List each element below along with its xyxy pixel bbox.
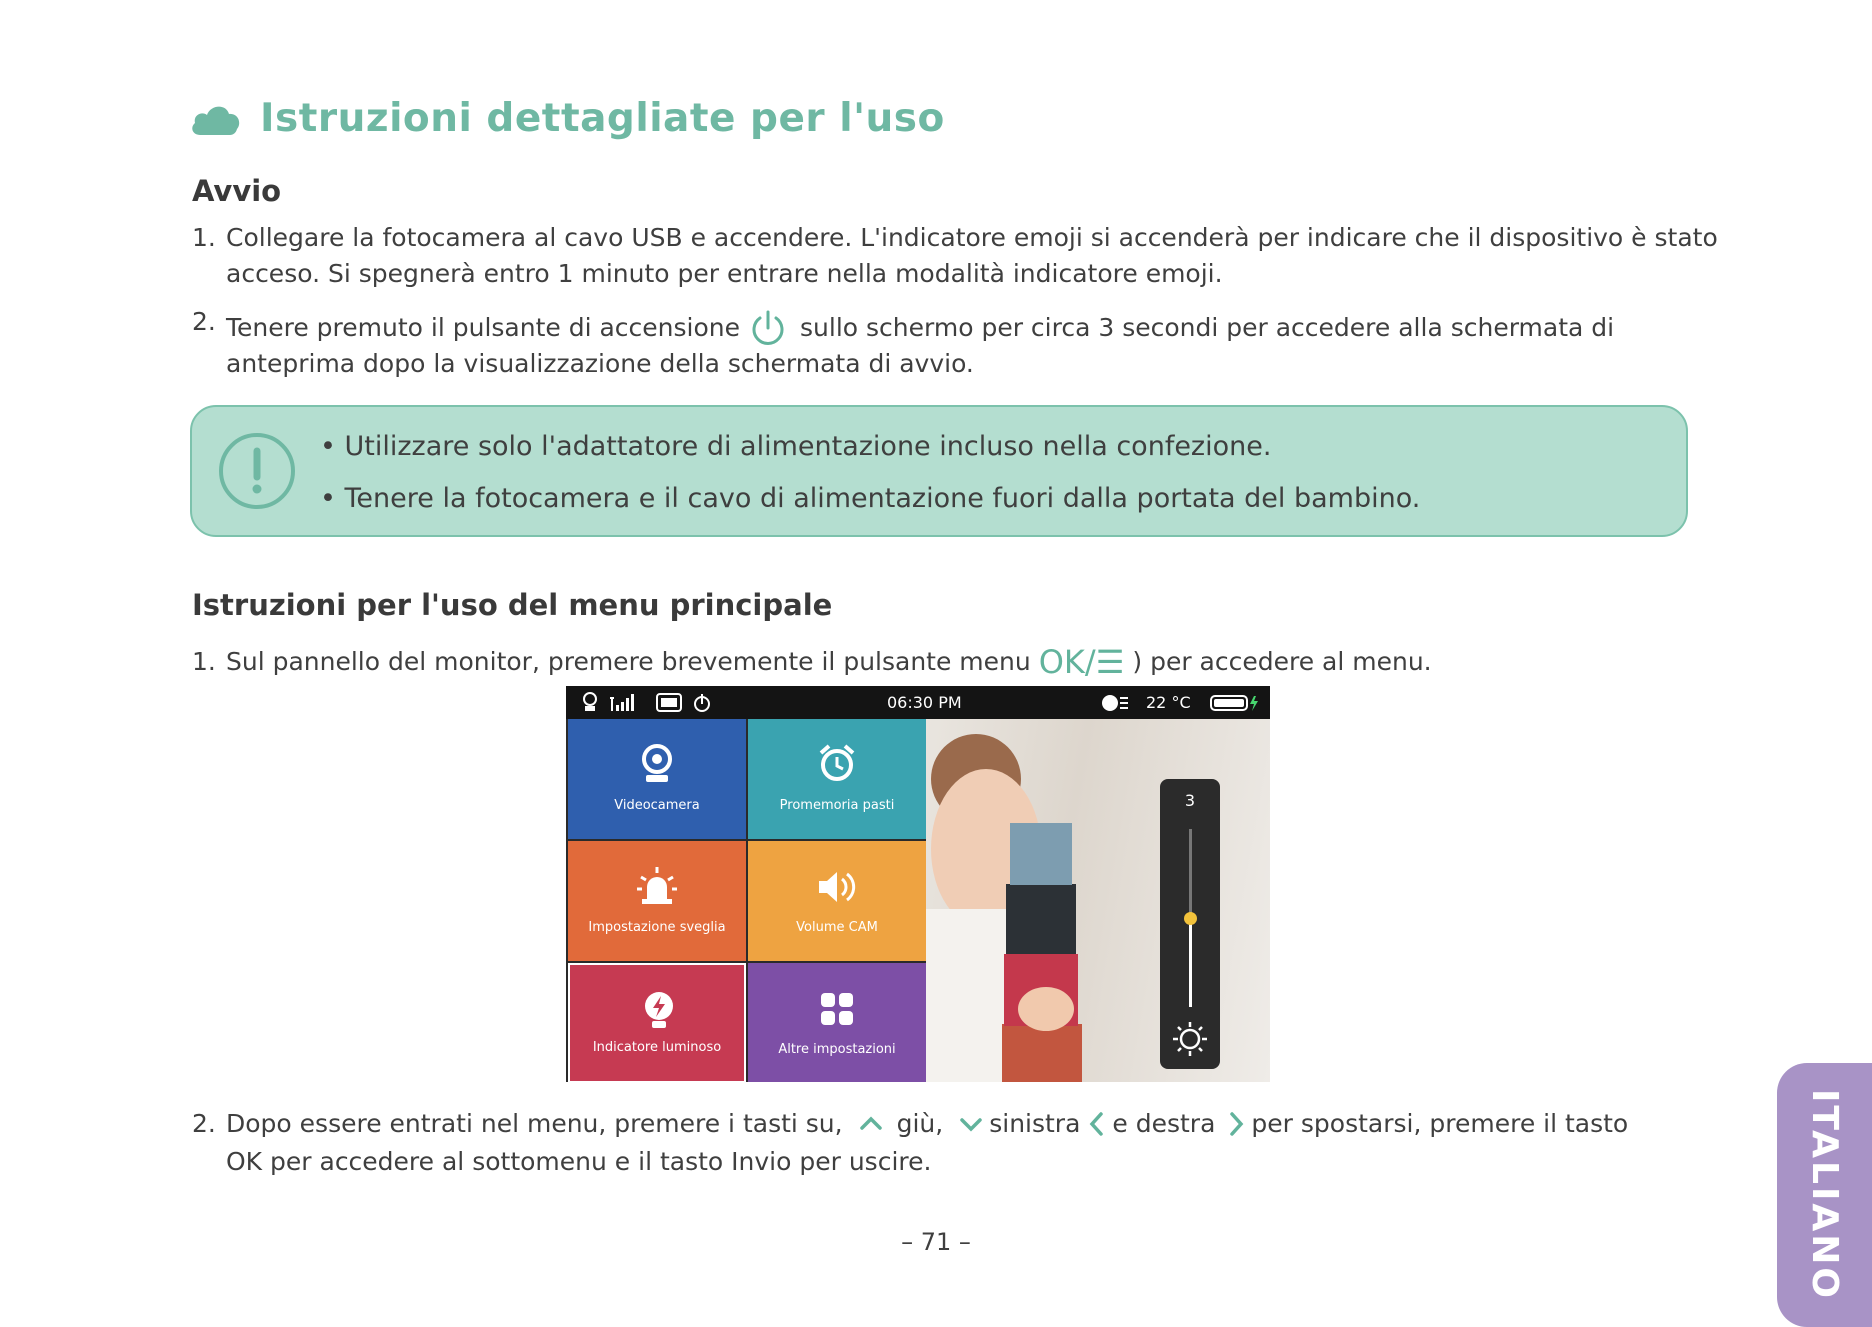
bulb-icon — [639, 989, 679, 1033]
item-number: 2. — [192, 1109, 216, 1138]
menu-tile-promemoria-pasti[interactable] — [748, 719, 926, 839]
alarm-clock-icon — [817, 743, 857, 787]
sun-icon — [1170, 1019, 1210, 1059]
exclamation-icon — [217, 431, 297, 511]
camera-icon — [637, 743, 677, 787]
item-text-part: giù, — [896, 1109, 944, 1138]
camera-preview-image — [926, 719, 1270, 1082]
emoji-indicator-icon — [1101, 693, 1129, 713]
tile-label: Impostazione sveglia — [588, 920, 726, 935]
item-text-line1 — [226, 644, 1432, 680]
language-tab-label: ITALIANO — [1804, 1089, 1845, 1301]
device-screenshot — [566, 686, 1270, 1082]
section-heading-avvio: Avvio — [192, 174, 282, 208]
page-title-row — [190, 96, 945, 141]
siren-icon — [637, 865, 677, 909]
chevron-down-icon — [959, 1114, 983, 1134]
tile-label: Indicatore luminoso — [592, 1040, 722, 1055]
screen-icon — [656, 693, 682, 713]
notice-bullet: • Utilizzare solo l'adattatore di alimentazione incluso nella confezione. — [320, 431, 1272, 462]
battery-icon — [1210, 693, 1260, 713]
menu-tile-videocamera[interactable] — [568, 719, 746, 839]
ok-menu-symbol: OK/☰ — [1038, 643, 1125, 681]
item-number: 1. — [192, 647, 216, 676]
menu-tile-indicatore-luminoso[interactable] — [568, 963, 746, 1082]
status-bar — [566, 686, 1270, 719]
grid-icon — [817, 987, 857, 1031]
item-number: 1. — [192, 223, 216, 252]
power-icon — [748, 308, 788, 348]
item-text-line2: acceso. Si spegnerà entro 1 minuto per entrare nella modalità indicatore emoji. — [226, 259, 1223, 288]
item-text-part: per spostarsi, premere il tasto — [1251, 1109, 1629, 1138]
tile-label: Volume CAM — [796, 920, 878, 935]
item-text-part: sinistra — [989, 1109, 1081, 1138]
slider-fill — [1189, 918, 1192, 1007]
chevron-left-icon — [1088, 1111, 1106, 1137]
section-heading-menu: Istruzioni per l'uso del menu principale — [192, 588, 833, 622]
item-number: 2. — [192, 307, 216, 336]
timer-icon — [692, 693, 712, 713]
item-text-part: Tenere premuto il pulsante di accensione — [226, 313, 741, 342]
item-text-line2: anteprima dopo la visualizzazione della schermata di avvio. — [226, 349, 974, 378]
notice-box — [190, 405, 1688, 537]
list-item — [192, 1106, 1752, 1182]
tile-label: Promemoria pasti — [779, 798, 895, 813]
notice-bullet: • Tenere la fotocamera e il cavo di alimentazione fuori dalla portata del bambino. — [320, 483, 1421, 514]
slider-knob[interactable] — [1184, 912, 1197, 925]
list-item — [192, 304, 1712, 380]
menu-tile-impostazione-sveglia[interactable] — [568, 841, 746, 961]
tile-label: Videocamera — [614, 798, 700, 813]
tile-label: Altre impostazioni — [778, 1042, 896, 1057]
chevron-right-icon — [1227, 1111, 1245, 1137]
page-title: Istruzioni dettagliate per l'uso — [260, 96, 945, 141]
item-text-line2: OK per accedere al sottomenu e il tasto Invio per uscire. — [226, 1147, 932, 1176]
page-number: – 71 – — [901, 1228, 971, 1256]
item-text-part: Dopo essere entrati nel menu, premere i tasti su, — [226, 1109, 843, 1138]
item-text-part: e destra — [1112, 1109, 1216, 1138]
chevron-up-icon — [859, 1114, 883, 1134]
brightness-value: 3 — [1184, 791, 1196, 810]
item-text-part: Sul pannello del monitor, premere brevemente il pulsante menu — [226, 647, 1031, 676]
list-item — [192, 220, 1718, 292]
brightness-slider[interactable] — [1160, 779, 1220, 1069]
list-item — [192, 644, 1712, 684]
speaker-icon — [817, 865, 857, 909]
status-temperature: 22 °C — [1146, 693, 1191, 712]
item-text-part: sullo schermo per circa 3 secondi per accedere alla schermata di — [800, 313, 1615, 342]
item-text-line1: Collegare la fotocamera al cavo USB e accendere. L'indicatore emoji si accenderà per indicare che il dispositivo è stato — [226, 223, 1718, 252]
status-time: 06:30 PM — [887, 693, 962, 712]
item-text-line1 — [226, 1106, 1628, 1142]
item-text-part: ) per accedere al menu. — [1132, 647, 1432, 676]
menu-tile-altre-impostazioni[interactable] — [748, 963, 926, 1082]
cloud-icon — [190, 101, 242, 137]
language-tab — [1777, 1063, 1872, 1327]
menu-tile-volume-cam[interactable] — [748, 841, 926, 961]
item-text-line1 — [226, 308, 1614, 348]
